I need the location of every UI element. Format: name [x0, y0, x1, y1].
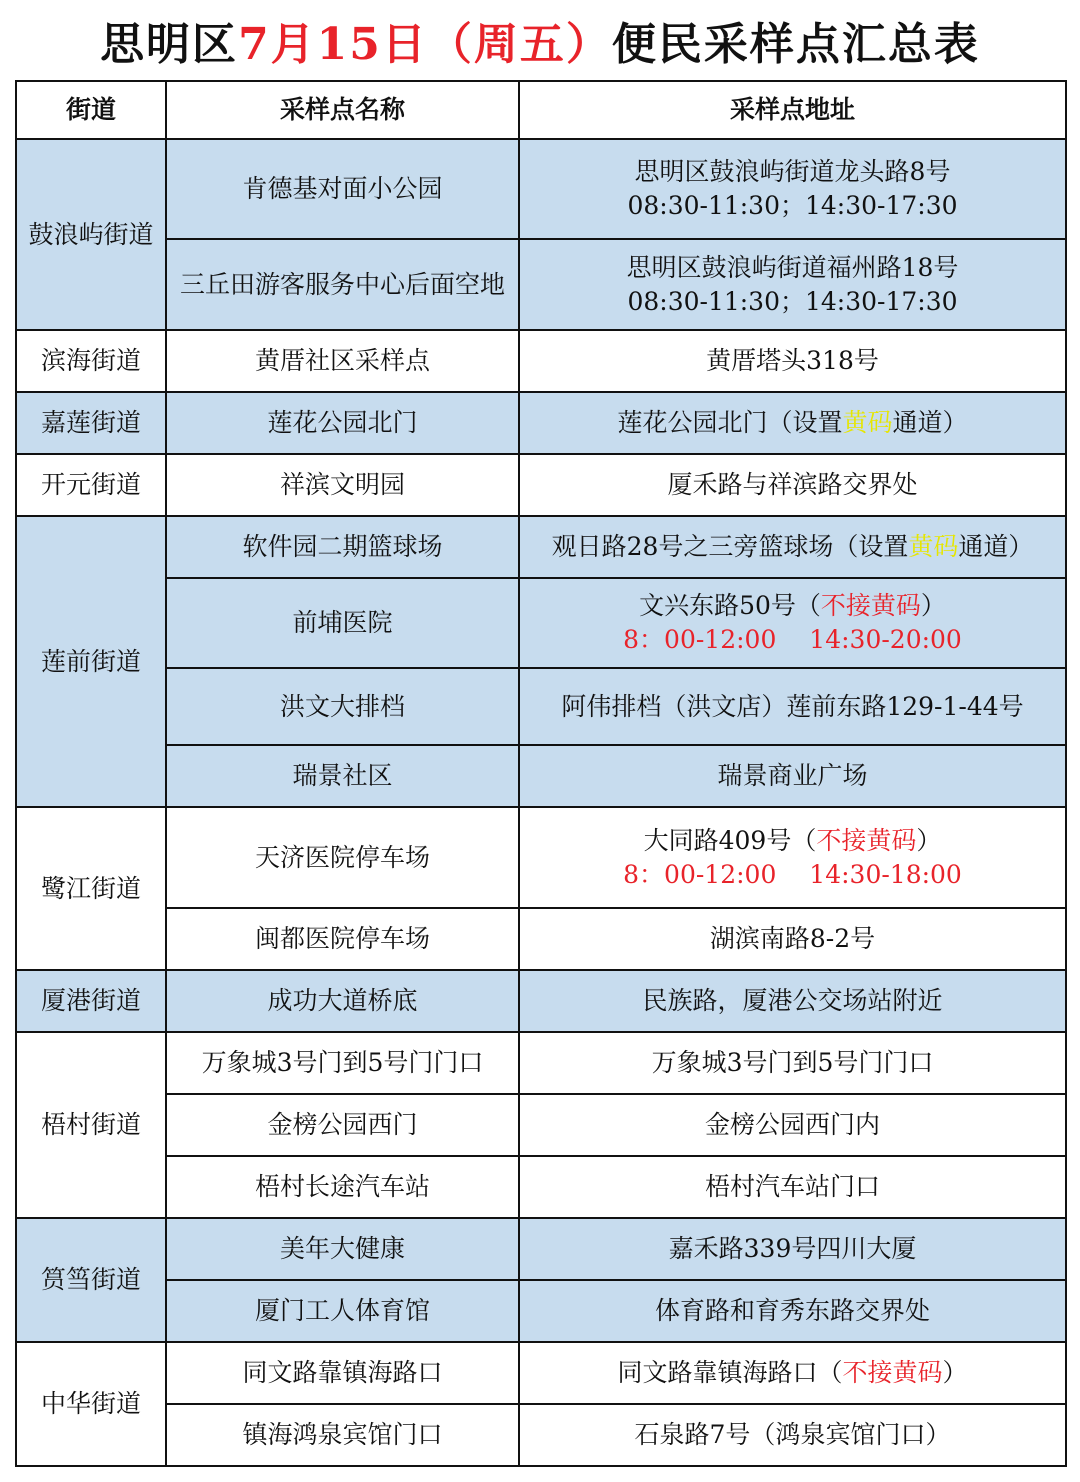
table-row [16, 516, 1066, 578]
address-cell: 湖滨南路8-2号 [519, 908, 1066, 970]
address-cell: 万象城3号门到5号门门口 [519, 1032, 1066, 1094]
title-suffix: 便民采样点汇总表 [611, 19, 980, 70]
address-text-end: 通道） [958, 532, 1034, 561]
table-row [16, 330, 1066, 392]
no-yellow-code-text: 不接黄码 [820, 591, 921, 620]
address-cell [519, 516, 1066, 578]
time-line: 8：00-12:00 14:30-18:00 [623, 859, 962, 889]
street-cell: 筼筜街道 [16, 1218, 166, 1342]
table-row [16, 578, 1066, 668]
address-text: 文兴东路50号（ [639, 591, 821, 620]
time-line: 08:30-11:30；14:30-17:30 [627, 286, 958, 316]
table-row [16, 239, 1066, 330]
address-cell: 阿伟排档（洪文店）莲前东路129-1-44号 [519, 668, 1066, 745]
no-yellow-code-text: 不接黄码 [842, 1358, 943, 1387]
address-line [524, 589, 1061, 623]
site-name-cell: 镇海鸿泉宾馆门口 [166, 1404, 519, 1466]
table-row [16, 1280, 1066, 1342]
table-row [16, 807, 1066, 908]
address-cell: 金榜公园西门内 [519, 1094, 1066, 1156]
title-prefix: 思明区 [100, 19, 239, 70]
site-name-cell: 万象城3号门到5号门门口 [166, 1032, 519, 1094]
street-cell: 鼓浪屿街道 [16, 139, 166, 330]
street-cell: 嘉莲街道 [16, 392, 166, 454]
address-cell [519, 807, 1066, 908]
address-text-end: ） [920, 591, 946, 620]
site-name-cell: 祥滨文明园 [166, 454, 519, 516]
site-name-cell: 软件园二期篮球场 [166, 516, 519, 578]
site-name-cell: 莲花公园北门 [166, 392, 519, 454]
site-name-cell: 金榜公园西门 [166, 1094, 519, 1156]
page-title [0, 14, 1080, 76]
address-cell: 瑞景商业广场 [519, 745, 1066, 807]
street-cell: 中华街道 [16, 1342, 166, 1466]
street-cell: 厦港街道 [16, 970, 166, 1032]
site-name-cell: 洪文大排档 [166, 668, 519, 745]
site-name-cell: 成功大道桥底 [166, 970, 519, 1032]
street-cell: 鹭江街道 [16, 807, 166, 970]
header-row [16, 81, 1066, 139]
address-cell: 体育路和育秀东路交界处 [519, 1280, 1066, 1342]
table-row [16, 745, 1066, 807]
title-date: 7月15日（周五） [238, 19, 612, 70]
street-cell: 开元街道 [16, 454, 166, 516]
address-line: 思明区鼓浪屿街道龙头路8号 [634, 157, 951, 186]
site-name-cell: 瑞景社区 [166, 745, 519, 807]
address-text-end: ） [942, 1358, 968, 1387]
site-name-cell: 美年大健康 [166, 1218, 519, 1280]
header-street: 街道 [16, 81, 166, 139]
address-cell [519, 139, 1066, 239]
site-name-cell: 三丘田游客服务中心后面空地 [166, 239, 519, 330]
table-row [16, 668, 1066, 745]
table-row [16, 1156, 1066, 1218]
sampling-sites-table [15, 80, 1067, 1467]
table-row [16, 392, 1066, 454]
address-cell: 嘉禾路339号四川大厦 [519, 1218, 1066, 1280]
table-row [16, 970, 1066, 1032]
table-row [16, 1342, 1066, 1404]
header-site-name: 采样点名称 [166, 81, 519, 139]
table-row [16, 1404, 1066, 1466]
site-name-cell: 天济医院停车场 [166, 807, 519, 908]
street-cell: 梧村街道 [16, 1032, 166, 1218]
header-address: 采样点地址 [519, 81, 1066, 139]
site-name-cell: 梧村长途汽车站 [166, 1156, 519, 1218]
table-row [16, 1032, 1066, 1094]
time-line: 8：00-12:00 14:30-20:00 [623, 625, 962, 654]
yellow-code-text: 黄码 [842, 408, 893, 437]
table-row [16, 1218, 1066, 1280]
no-yellow-code-text: 不接黄码 [816, 825, 917, 855]
site-name-cell: 前埔医院 [166, 578, 519, 668]
site-name-cell: 肯德基对面小公园 [166, 139, 519, 239]
site-name-cell: 同文路靠镇海路口 [166, 1342, 519, 1404]
address-text: 观日路28号之三旁篮球场（设置 [551, 532, 909, 561]
address-line: 思明区鼓浪屿街道福州路18号 [626, 252, 959, 282]
address-cell: 民族路，厦港公交场站附近 [519, 970, 1066, 1032]
table-row [16, 1094, 1066, 1156]
address-cell: 梧村汽车站门口 [519, 1156, 1066, 1218]
address-cell [519, 578, 1066, 668]
address-text: 莲花公园北门（设置 [617, 408, 843, 437]
address-text-end: 通道） [892, 408, 968, 437]
address-text-end: ） [916, 825, 942, 855]
address-text: 大同路409号（ [643, 825, 817, 855]
street-cell: 滨海街道 [16, 330, 166, 392]
yellow-code-text: 黄码 [908, 532, 959, 561]
address-line [524, 824, 1061, 858]
address-cell [519, 239, 1066, 330]
site-name-cell: 厦门工人体育馆 [166, 1280, 519, 1342]
site-name-cell: 闽都医院停车场 [166, 908, 519, 970]
site-name-cell: 黄厝社区采样点 [166, 330, 519, 392]
table-row [16, 139, 1066, 239]
time-line: 08:30-11:30；14:30-17:30 [627, 191, 958, 220]
address-text: 同文路靠镇海路口（ [617, 1358, 843, 1387]
street-cell: 莲前街道 [16, 516, 166, 807]
address-cell [519, 1342, 1066, 1404]
address-cell: 石泉路7号（鸿泉宾馆门口） [519, 1404, 1066, 1466]
address-cell: 黄厝塔头318号 [519, 330, 1066, 392]
table-row [16, 908, 1066, 970]
address-cell: 厦禾路与祥滨路交界处 [519, 454, 1066, 516]
address-cell [519, 392, 1066, 454]
table-row [16, 454, 1066, 516]
